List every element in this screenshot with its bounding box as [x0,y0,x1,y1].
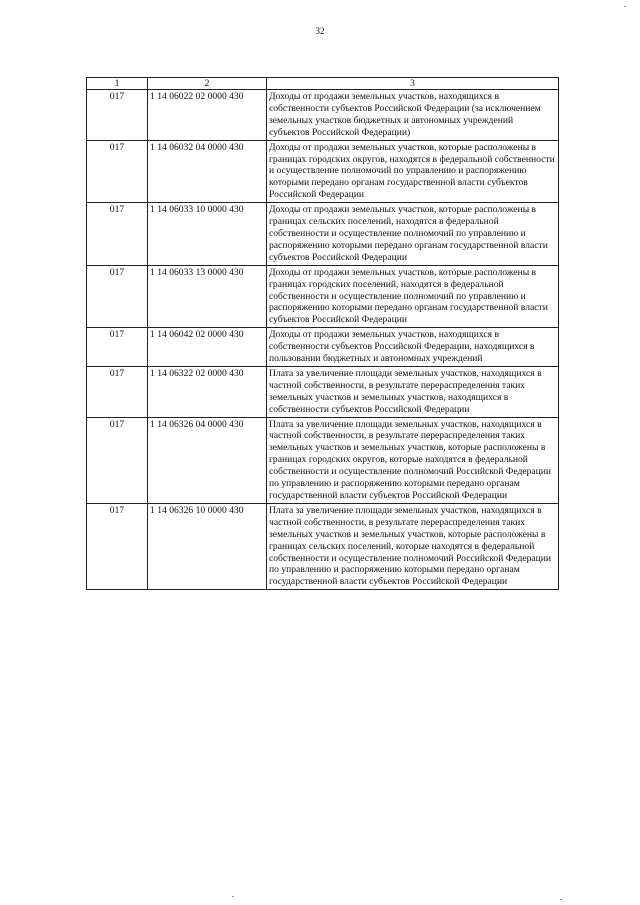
admin-code-cell: 017 [87,203,148,266]
revenue-name-cell: Доходы от продажи земельных участков, которые расположены в границах сельских поселений, находятся в федеральной собственности и осуществление полномочий по управлению и распоряжению которыми передано органам государственной власти субъектов Российской Федерации [267,203,559,266]
budget-code-cell: 1 14 06326 10 0000 430 [148,503,267,589]
admin-code-cell: 017 [87,265,148,328]
budget-code-cell: 1 14 06032 04 0000 430 [148,140,267,203]
table-row [87,417,559,503]
header-row [87,78,559,90]
admin-code-cell: 017 [87,140,148,203]
revenue-codes-table [86,77,559,590]
budget-code-cell: 1 14 06326 04 0000 430 [148,417,267,503]
revenue-name-cell: Доходы от продажи земельных участков, которые расположены в границах городских округов, находятся в федеральной собственности и осуществление полномочий по управлению и распоряжению которыми передано органам государственной власти субъектов Российской Федерации [267,140,559,203]
revenue-name-cell: Доходы от продажи земельных участков, находящихся в собственности субъектов Российской Федерации (за исключением земельных участков бюджетных и автономных учреждений субъектов Российской Федерации) [267,90,559,141]
admin-code-cell: 017 [87,417,148,503]
table-header [87,78,559,90]
table-row [87,265,559,328]
table-row [87,140,559,203]
table-body [87,90,559,590]
table-row [87,203,559,266]
table-row [87,503,559,589]
table-row [87,366,559,417]
admin-code-cell: 017 [87,503,148,589]
budget-code-cell: 1 14 06322 02 0000 430 [148,366,267,417]
header-col-1: 1 [87,78,148,90]
admin-code-cell: 017 [87,366,148,417]
admin-code-cell: 017 [87,90,148,141]
header-col-2: 2 [148,78,267,90]
page-number: 32 [315,26,325,36]
table-row [87,90,559,141]
budget-code-cell: 1 14 06022 02 0000 430 [148,90,267,141]
revenue-name-cell: Плата за увеличение площади земельных участков, находящихся в частной собственности, в результате перераспределения таких земельных участков и земельных участков, находящихся в собственности субъектов Российской Федерации [267,366,559,417]
revenue-name-cell: Доходы от продажи земельных участков, которые расположены в границах городских поселений, находятся в федеральной собственности и осуществление полномочий по управлению и распоряжению которыми передано органам государственной власти субъектов Российской Федерации [267,265,559,328]
revenue-name-cell: Плата за увеличение площади земельных участков, находящихся в частной собственности, в результате перераспределения таких земельных участков и земельных участков, которые расположены в границах городских округов, которые находятся в федеральной собственности и осуществление полномочий Российской Федерации по управлению и распоряжению которыми передано органам государственной власти субъектов Российской Федерации [267,417,559,503]
scan-speck [232,896,234,897]
header-col-3: 3 [267,78,559,90]
admin-code-cell: 017 [87,328,148,367]
budget-code-cell: 1 14 06033 10 0000 430 [148,203,267,266]
revenue-name-cell: Доходы от продажи земельных участков, находящихся в собственности субъектов Российской Федерации, находящихся в пользовании бюджетных и автономных учреждений [267,328,559,367]
budget-code-cell: 1 14 06033 13 0000 430 [148,265,267,328]
scan-speck [560,899,562,900]
budget-code-cell: 1 14 06042 02 0000 430 [148,328,267,367]
table-row [87,328,559,367]
revenue-name-cell: Плата за увеличение площади земельных участков, находящихся в частной собственности, в результате перераспределения таких земельных участков и земельных участков, которые расположены в границах сельских поселений, которые находятся в федеральной собственности и осуществление полномочий Российской Федерации по управлению и распоряжению которыми передано органам государственной власти субъектов Российской Федерации [267,503,559,589]
scan-speck [624,6,626,7]
